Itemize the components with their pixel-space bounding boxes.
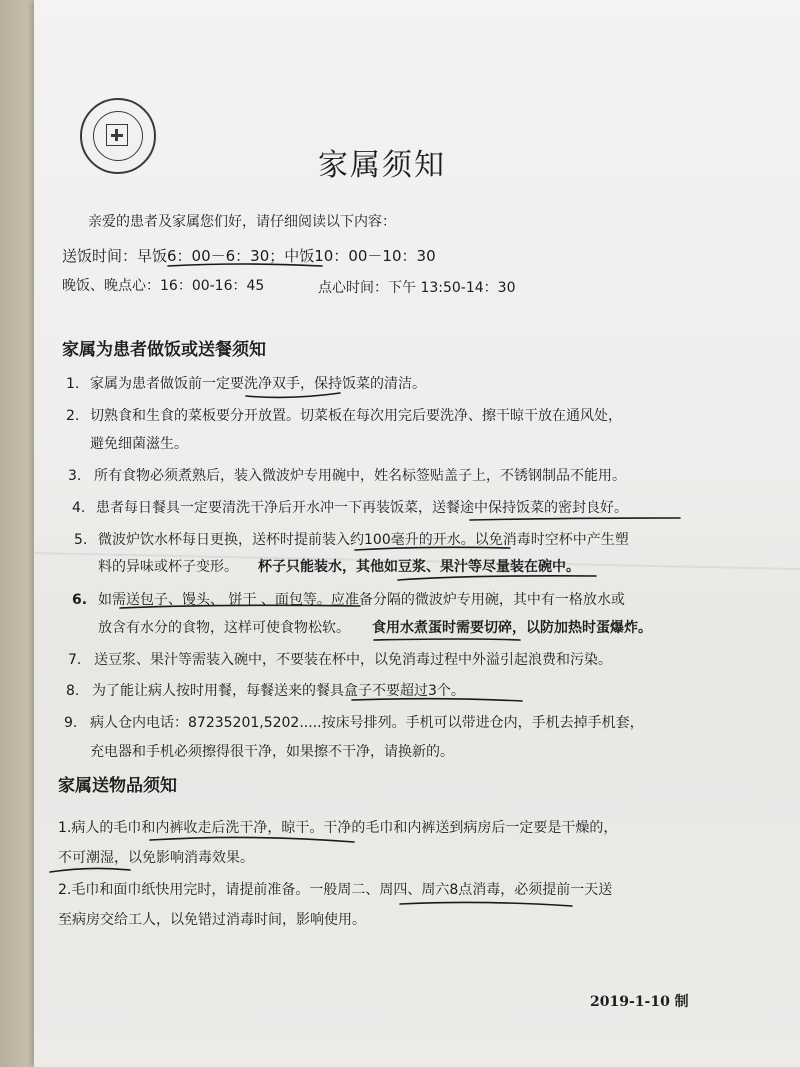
pen-underline (352, 699, 522, 701)
meal-time-line: 送饭时间：早饭6：00－6：30；中饭10：00－10：30 (62, 247, 436, 265)
list-item: 1.病人的毛巾和内裤收走后洗干净，晾干。干净的毛巾和内裤送到病房后一定要是干燥的， (58, 820, 618, 836)
bold-note: 杯子只能装水，其他如豆浆、果汁等尽量装在碗中。 (258, 559, 580, 575)
list-item-continued: 至病房交给工人，以免错过消毒时间，影响使用。 (58, 912, 366, 928)
list-item-continued: 料的异味或杯子变形。 (98, 559, 238, 575)
item-number: 9. (64, 715, 78, 731)
pen-underline (246, 393, 340, 397)
list-item: 所有食物必须煮熟后，装入微波炉专用碗中，姓名标签贴盖子上，不锈钢制品不能用。 (94, 468, 626, 484)
bold-note: 食用水煮蛋时需要切碎，以防加热时蛋爆炸。 (372, 620, 652, 636)
list-item-continued: 避免细菌滋生。 (90, 436, 188, 452)
item-number: 2. (66, 408, 80, 424)
section1-heading: 家属为患者做饭或送餐须知 (62, 340, 266, 360)
pen-underline (50, 868, 130, 872)
item-number: 4. (72, 500, 86, 516)
item-number: 8. (66, 683, 80, 699)
pen-underline (120, 605, 360, 608)
list-item: 2.毛巾和面巾纸快用完时，请提前准备。一般周二、周四、周六8点消毒，必须提前一天送 (58, 882, 613, 898)
list-item-continued: 充电器和手机必须擦得很干净，如果擦不干净，请换新的。 (90, 744, 454, 760)
footer-date: 2019-1-10 制 (590, 994, 689, 1010)
section2-heading: 家属送物品须知 (58, 776, 177, 796)
list-item-continued: 放含有水分的食物，这样可使食物松软。 (98, 620, 350, 636)
pen-underline (398, 576, 596, 580)
list-item: 家属为患者做饭前一定要洗净双手，保持饭菜的清洁。 (90, 376, 426, 392)
list-item: 为了能让病人按时用餐，每餐送来的餐具盒子不要超过3个。 (92, 683, 465, 699)
item-number: 6. (72, 592, 88, 608)
item-number: 1. (66, 376, 80, 392)
supper-time: 晚饭、晚点心：16：00-16：45 (62, 278, 265, 294)
item-number: 3. (68, 468, 82, 484)
list-item: 如需送包子、馒头、 饼干 、面包等。应准备分隔的微波炉专用碗，其中有一格放水或 (98, 592, 625, 608)
intro-greeting: 亲爱的患者及家属您们好，请仔细阅读以下内容： (88, 214, 396, 230)
list-item: 切熟食和生食的菜板要分开放置。切菜板在每次用完后要洗净、擦干晾干放在通风处， (90, 408, 622, 424)
list-item: 微波炉饮水杯每日更换，送杯时提前装入约100毫升的开水。以免消毒时空杯中产生塑 (98, 532, 629, 548)
page-title: 家属须知 (318, 148, 446, 183)
list-item: 送豆浆、果汁等需装入碗中，不要装在杯中，以免消毒过程中外溢引起浪费和污染。 (94, 652, 612, 668)
pen-underline (150, 837, 354, 842)
pen-underline (355, 547, 510, 550)
pen-underline (470, 518, 680, 520)
pen-underline (168, 264, 322, 266)
list-item-continued: 不可潮湿，以免影响消毒效果。 (58, 850, 254, 866)
snack-time: 点心时间：下午 13:50-14：30 (318, 280, 516, 296)
list-item: 病人仓内电话：87235201,5202.....按床号排列。手机可以带进仓内，手机去掉手机套， (90, 715, 644, 731)
item-number: 7. (68, 652, 82, 668)
pen-underline (400, 902, 572, 906)
list-item: 患者每日餐具一定要清洗干净后开水冲一下再装饭菜，送餐途中保持饭菜的密封良好。 (96, 500, 628, 516)
item-number: 5. (74, 532, 88, 548)
pen-underline (374, 639, 520, 640)
